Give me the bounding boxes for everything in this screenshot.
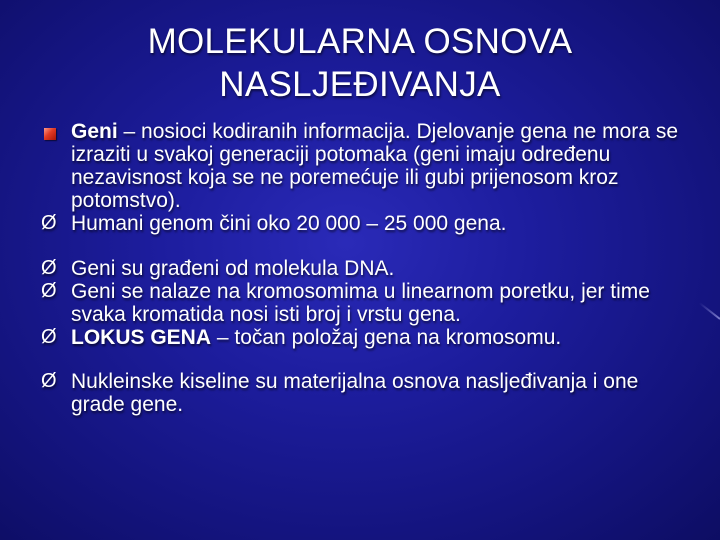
arrow-bullet-icon: Ø [41, 257, 57, 279]
bullet-4-text: Geni se nalaze na kromosomima u linearnom poretku, jer time svaka kromatida nosi isti broj i vrstu gena. [71, 280, 650, 326]
bullet-6-text: Nukleinske kiseline su materijalna osnova nasljeđivanja i one grade gene. [71, 370, 639, 416]
red-square-bullet-icon [40, 120, 64, 143]
bullet-3-text: Geni su građeni od molekula DNA. [71, 257, 395, 280]
spacer [40, 235, 690, 257]
slide-title [40, 20, 680, 106]
bullet-5-text: – točan položaj gena na kromosomu. [211, 326, 562, 349]
slide-title-line-1: MOLEKULARNA OSNOVA [147, 22, 573, 61]
arrow-bullet-icon: Ø [41, 370, 57, 392]
arrow-bullet-icon: Ø [41, 212, 57, 234]
decorative-line [699, 302, 720, 320]
bullet-2-text: Humani genom čini oko 20 000 – 25 000 gena. [71, 212, 507, 235]
arrow-bullet-icon: Ø [41, 280, 57, 302]
arrow-bullet-icon: Ø [41, 326, 57, 348]
bullet-item-4 [40, 280, 690, 326]
bullet-item-5 [40, 326, 690, 349]
bullet-item-2 [40, 212, 690, 235]
bullet-1-bold: Geni [71, 120, 118, 143]
slide-title-line-2: NASLJEĐIVANJA [219, 65, 501, 104]
bullet-item-3 [40, 257, 690, 280]
bullet-item-1 [40, 120, 690, 212]
spacer [40, 349, 690, 370]
bullet-1-text: – nosioci kodiranih informacija. Djelovanje gena ne mora se izraziti u svakoj generaciji potomaka (geni imaju određenu nezavisnost koja se ne poremećuje ili gubi prijenosom kroz potomstvo). [71, 120, 678, 212]
slide-content [40, 120, 690, 416]
bullet-item-6 [40, 370, 690, 416]
bullet-5-bold: LOKUS GENA [71, 326, 212, 349]
